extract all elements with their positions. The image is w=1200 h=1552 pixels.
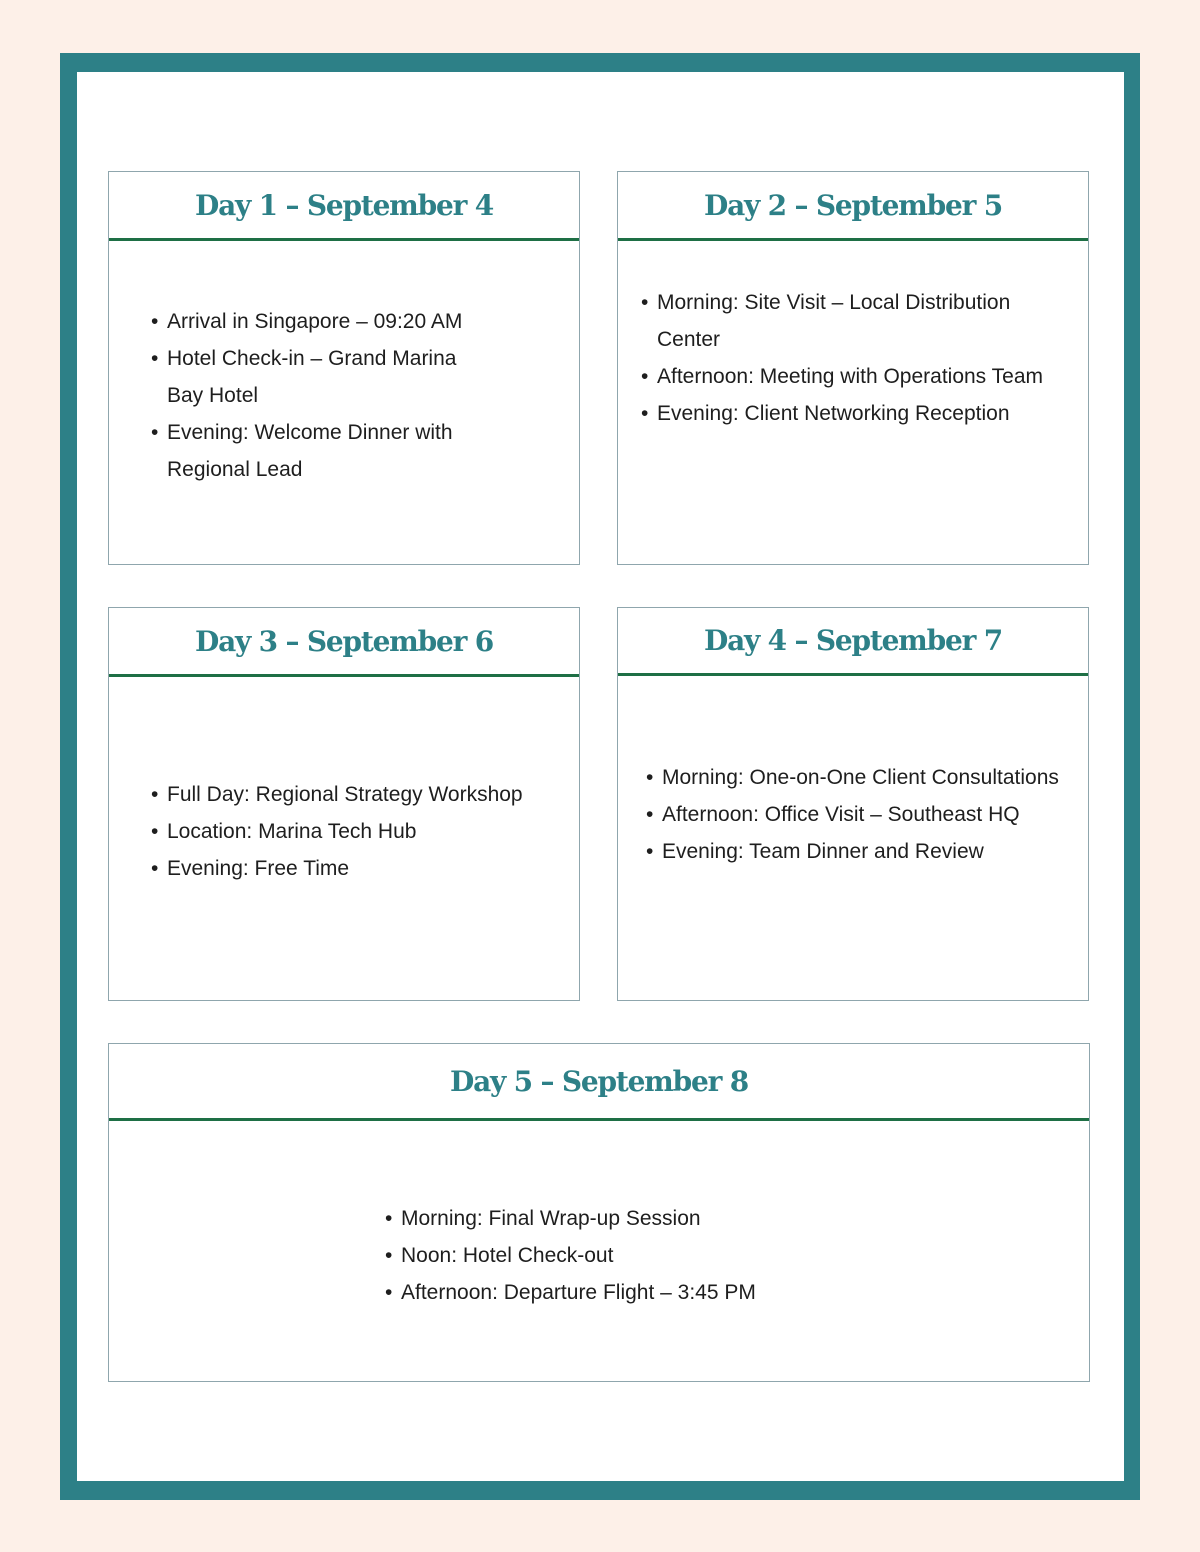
day-schedule-list: [385, 1200, 885, 1311]
schedule-item: • Location: Marina Tech Hub: [151, 813, 561, 850]
schedule-item: • Morning: Final Wrap-up Session: [385, 1200, 885, 1237]
day-card-1: [108, 171, 580, 565]
day-schedule-list: [641, 284, 1051, 432]
schedule-item: • Evening: Client Networking Reception: [641, 395, 1051, 432]
day-card-4: [617, 607, 1089, 1001]
schedule-item: • Morning: Site Visit – Local Distribution Center: [641, 284, 1051, 358]
day-card-header: [109, 172, 579, 241]
schedule-item: • Arrival in Singapore – 09:20 AM: [151, 303, 491, 340]
day-card-2: [617, 171, 1089, 565]
day-title: Day 4 – September 7: [704, 624, 1002, 657]
day-schedule-list: [151, 303, 491, 488]
schedule-item: • Afternoon: Office Visit – Southeast HQ: [646, 796, 1066, 833]
schedule-item: • Afternoon: Meeting with Operations Team: [641, 358, 1051, 395]
day-title: Day 2 – September 5: [704, 188, 1002, 222]
schedule-item: • Evening: Welcome Dinner with Regional Lead: [151, 414, 491, 488]
day-card-header: [618, 608, 1088, 676]
schedule-item: • Noon: Hotel Check-out: [385, 1237, 885, 1274]
day-card-header: [618, 172, 1088, 241]
schedule-item: • Full Day: Regional Strategy Workshop: [151, 776, 561, 813]
day-card-5: [108, 1043, 1090, 1382]
schedule-item: • Evening: Free Time: [151, 850, 561, 887]
day-card-3: [108, 607, 580, 1001]
day-card-header: [109, 608, 579, 677]
schedule-item: • Hotel Check-in – Grand Marina Bay Hotel: [151, 340, 491, 414]
day-card-header: [109, 1044, 1089, 1121]
schedule-item: • Afternoon: Departure Flight – 3:45 PM: [385, 1274, 885, 1311]
day-title: Day 1 – September 4: [195, 188, 493, 222]
day-title: Day 5 – September 8: [450, 1064, 748, 1098]
schedule-item: • Morning: One-on-One Client Consultations: [646, 759, 1066, 796]
day-title: Day 3 – September 6: [195, 624, 493, 658]
day-schedule-list: [151, 776, 561, 887]
schedule-item: • Evening: Team Dinner and Review: [646, 833, 1066, 870]
day-schedule-list: [646, 759, 1066, 870]
